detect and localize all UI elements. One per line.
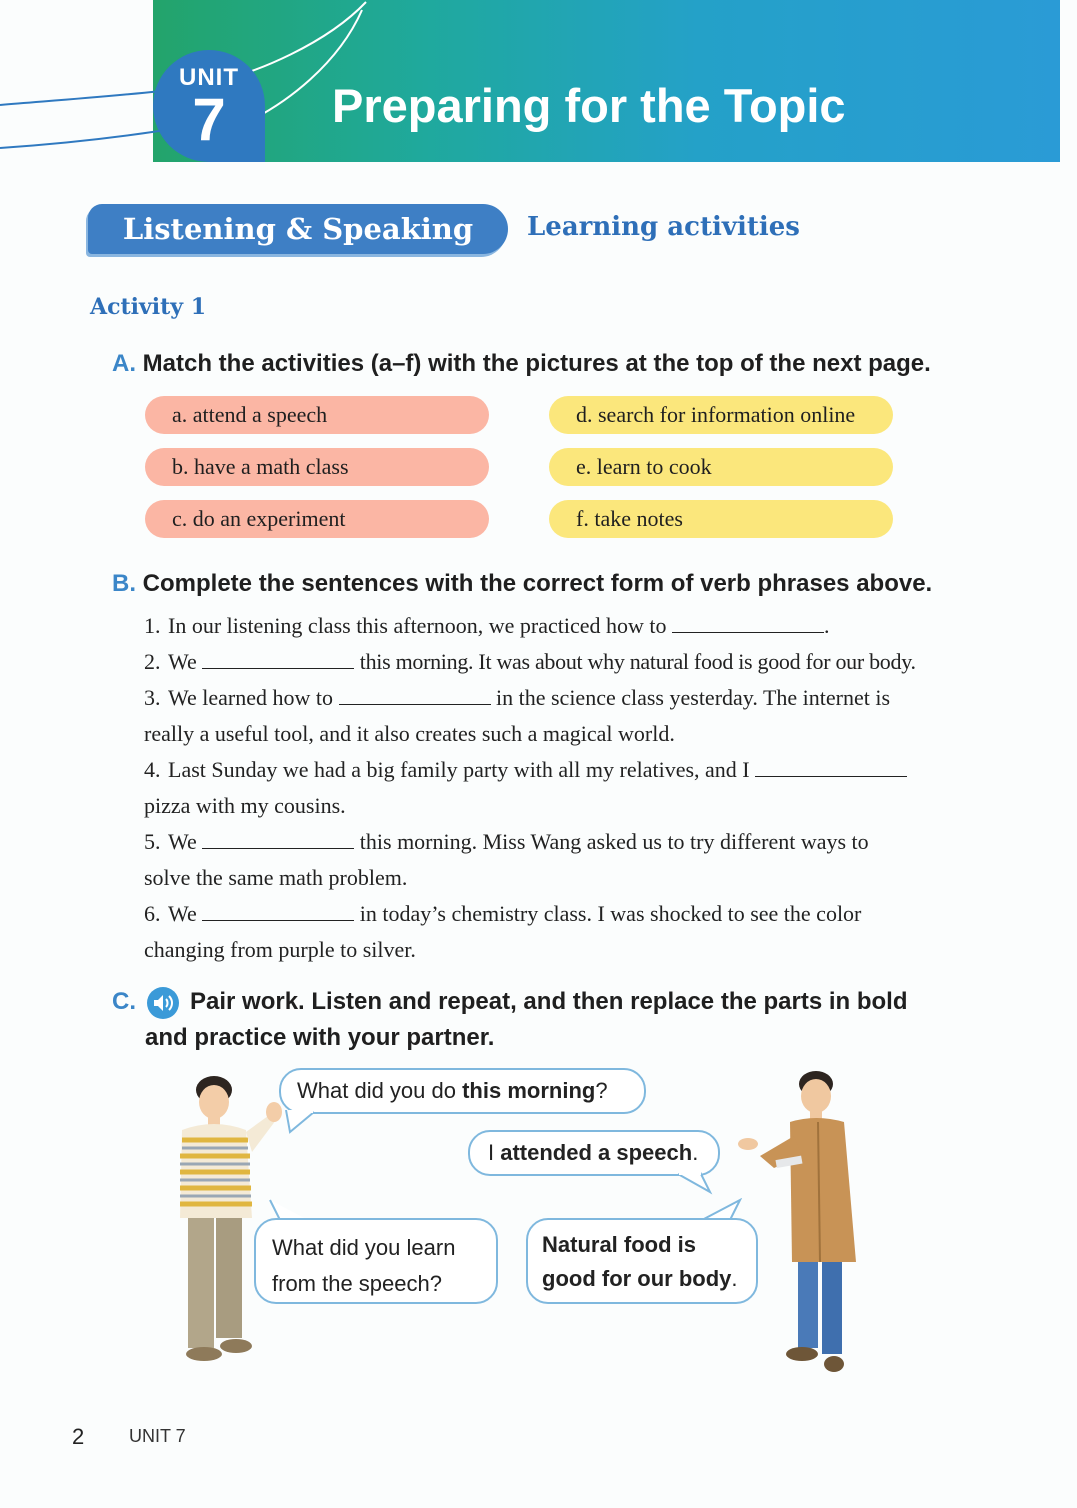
answer-blank[interactable] [202,646,354,669]
sentence-text: We [168,649,197,674]
bubble-text: from the speech? [272,1271,442,1296]
bubble-text: What did you learn [272,1235,456,1260]
speaker-icon[interactable] [146,986,180,1020]
unit-number: 7 [192,86,226,153]
unit-label: UNIT [179,64,239,91]
answer-blank[interactable] [202,826,354,849]
part-c-letter: C. [112,988,136,1015]
part-a-instruction: Match the activities (a–f) with the pictures at the top of the next page. [142,350,931,377]
bubble-text: ? [595,1078,608,1103]
part-a-letter: A. [112,350,136,377]
activity-item-d: d. search for information online [549,396,893,434]
speech-bubble-3 [254,1218,498,1304]
sentence-number: 4. [144,757,161,782]
page-title: Preparing for the Topic [332,79,846,132]
sentence-6-cont: changing from purple to silver. [144,937,416,962]
answer-blank[interactable] [755,754,907,777]
sentence-2 [144,644,974,680]
bubble-tail [284,1110,324,1134]
answer-blank[interactable] [672,610,824,633]
activity-title: Activity 1 [90,294,207,320]
sentence-6 [144,896,974,932]
bubble-tail [676,1172,716,1196]
activity-item-e: e. learn to cook [549,448,893,486]
footer-unit: UNIT 7 [129,1426,186,1446]
sentence-number: 2. [144,649,161,674]
sentence-text: Last Sunday we had a big family party with all my relatives, and I [168,757,750,782]
part-c-instruction-2: and practice with your partner. [145,1024,495,1051]
sentence-text: in today’s chemistry class. I was shocked to see the color [359,901,862,926]
sentence-text: . [824,613,830,638]
part-b-heading [112,570,932,598]
bubble-text: . [692,1140,699,1165]
page-number: 2 [72,1424,85,1449]
bubble-bold-text: attended a speech [500,1140,693,1165]
bubble-bold-text: Natural food is [542,1232,697,1257]
sentence-3-cont: really a useful tool, and it also creates such a magical world. [144,721,675,746]
unit-badge [153,50,265,162]
sentence-text: this morning. Miss Wang asked us to try different ways to [359,829,869,854]
bubble-bold-text: this morning [462,1078,596,1103]
section-subtitle: Learning activities [527,212,800,242]
answer-blank[interactable] [202,898,354,921]
part-c-instruction-1: Pair work. Listen and repeat, and then replace the parts in bold [190,988,908,1015]
sentence-4-cont: pizza with my cousins. [144,793,346,818]
activity-item-a: a. attend a speech [145,396,489,434]
activity-item-c: c. do an experiment [145,500,489,538]
sentence-text: this morning. It was about why natural food is good for our body. [359,649,916,674]
part-c-heading [112,988,136,1016]
activity-item-b: b. have a math class [145,448,489,486]
speech-bubble-1 [279,1068,646,1114]
sentence-4 [144,752,974,788]
answer-blank[interactable] [339,682,491,705]
sentence-number: 1. [144,613,161,638]
sentence-text: We [168,829,197,854]
sentence-text: In our listening class this afternoon, we practiced how to [168,613,667,638]
bubble-text: . [731,1266,738,1291]
bubble-bold-text: good for our body [542,1266,732,1291]
sentence-1 [144,608,974,644]
section-tab: Listening & Speaking [88,204,508,254]
bubble-text: I [488,1140,501,1165]
sentence-5-cont: solve the same math problem. [144,865,408,890]
sentence-number: 3. [144,685,161,710]
sentence-number: 5. [144,829,161,854]
sentence-text: We [168,901,197,926]
bubble-text: What did you do [297,1078,463,1103]
sentence-text: in the science class yesterday. The internet is [496,685,891,710]
part-b-letter: B. [112,570,136,597]
sentence-3 [144,680,974,716]
sentence-5 [144,824,974,860]
activity-item-f: f. take notes [549,500,893,538]
part-a-heading [112,350,931,378]
sentence-number: 6. [144,901,161,926]
speech-bubble-2 [468,1130,720,1176]
speech-bubble-4 [526,1218,758,1304]
sentence-text: We learned how to [168,685,333,710]
part-b-instruction: Complete the sentences with the correct form of verb phrases above. [142,570,933,597]
